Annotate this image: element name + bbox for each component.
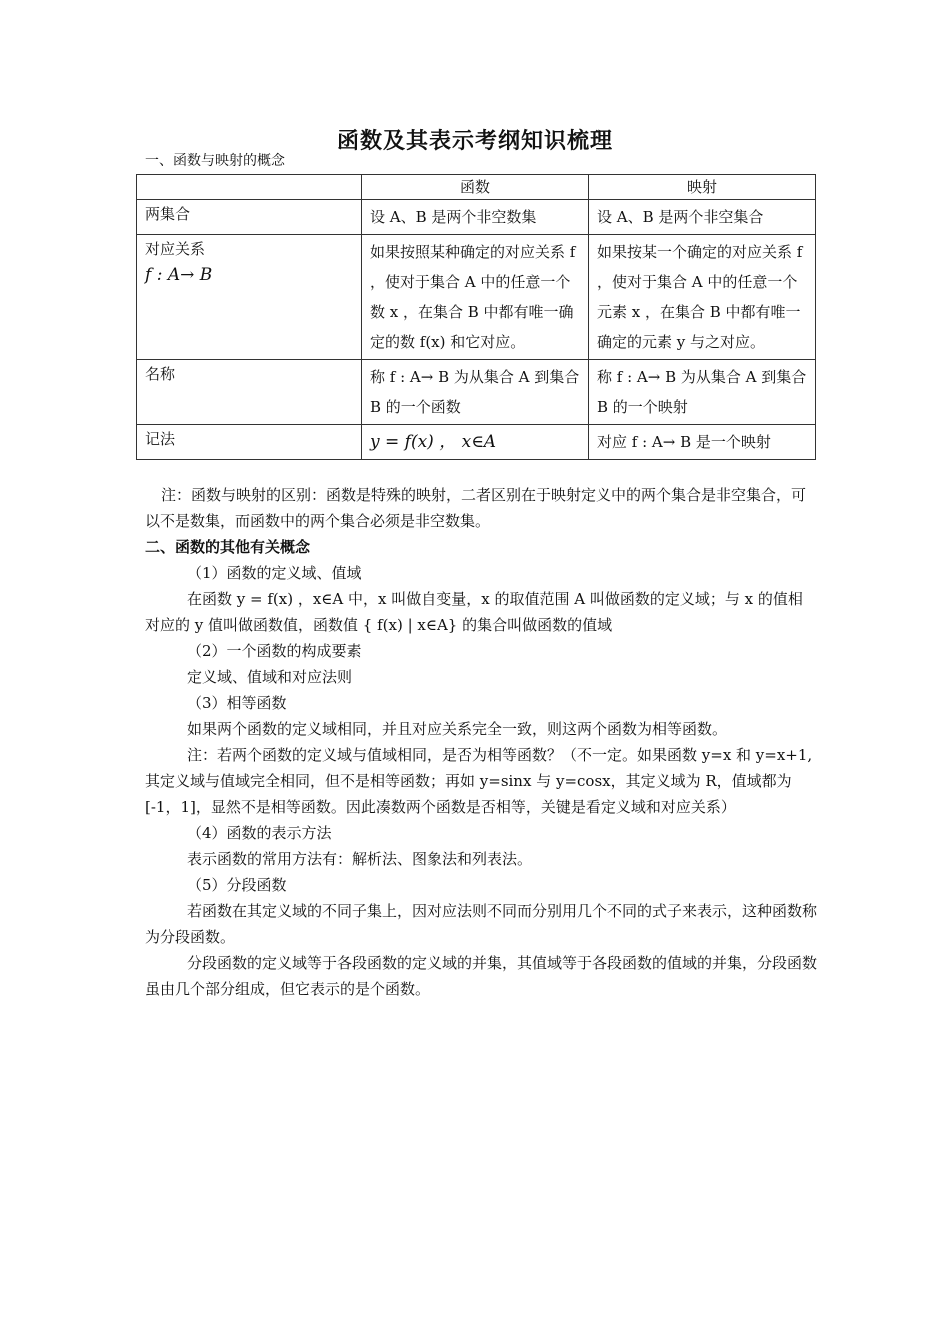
- comparison-table: [136, 174, 816, 460]
- paragraph: 分段函数的定义域等于各段函数的定义域的并集，其值域等于各段函数的值域的并集，分段函数虽由几个部分组成，但它表示的是个函数。: [145, 954, 818, 998]
- row-label-text: 名称: [145, 365, 176, 383]
- table-cell: 对应 f : A→ B 是一个映射: [589, 425, 816, 460]
- row-label: [137, 235, 362, 360]
- table-cell: 设 A、B 是两个非空数集: [362, 200, 589, 235]
- table-row: [137, 425, 816, 460]
- row-label: [137, 360, 362, 425]
- table-row: [137, 235, 816, 360]
- page-title: 函数及其表示考纲知识梳理: [336, 128, 613, 154]
- paragraph: 定义域、值域和对应法则: [187, 668, 353, 686]
- table-cell: 设 A、B 是两个非空集合: [589, 200, 816, 235]
- subsection-title: （1）函数的定义域、值域: [187, 564, 362, 582]
- table-cell: 如果按照某种确定的对应关系 f ，使对于集合 A 中的任意一个数 x ，在集合 B 中都有唯一确定的数 f(x) 和它对应。: [362, 235, 589, 360]
- row-label-text: 两集合: [145, 205, 191, 223]
- subsection-title: （4）函数的表示方法: [187, 824, 332, 842]
- paragraph: 在函数 y = f(x) ，x∈A 中，x 叫做自变量，x 的取值范围 A 叫做函数的定义域；与 x 的值相对应的 y 值叫做函数值，函数值 { f(x) | x∈A} 的集合叫做函数的值域: [145, 590, 803, 634]
- subsection-title: （3）相等函数: [187, 694, 287, 712]
- table-cell: 称 f : A→ B 为从集合 A 到集合 B 的一个映射: [589, 360, 816, 425]
- table-row: [137, 360, 816, 425]
- table-header-cell: 映射: [589, 175, 816, 200]
- table-cell: 称 f : A→ B 为从集合 A 到集合 B 的一个函数: [362, 360, 589, 425]
- subsection-title: （2）一个函数的构成要素: [187, 642, 362, 660]
- table-header-row: [137, 175, 816, 200]
- paragraph: 若函数在其定义域的不同子集上，因对应法则不同而分别用几个不同的式子来表示，这种函数称为分段函数。: [145, 902, 818, 946]
- table-header-cell: [137, 175, 362, 200]
- table-header-cell: 函数: [362, 175, 589, 200]
- note-paragraph: 注：若两个函数的定义域与值域相同，是否为相等函数？（不一定。如果函数 y=x 和 y=x+1,其定义域与值域完全相同，但不是相等函数；再如 y=sinx 与 y=cosx，其定义域为 R，值域都为[-1，1]，显然不是相等函数。因此凑数两个函数是否相等，关键是看定义域和对应关系）: [145, 746, 813, 816]
- table-cell: 如果按某一个确定的对应关系 f ，使对于集合 A 中的任意一个元素 x ，在集合 B 中都有唯一确定的元素 y 与之对应。: [589, 235, 816, 360]
- body-text: [145, 482, 817, 1002]
- notation-formula: y = f(x) ， x∈A: [370, 432, 497, 452]
- row-label: [137, 200, 362, 235]
- section-heading-1: 一、函数与映射的概念: [145, 153, 285, 169]
- table-row: [137, 200, 816, 235]
- subsection-title: （5）分段函数: [187, 876, 287, 894]
- row-label-text: 对应关系: [145, 240, 206, 258]
- row-label-formula: f : A→ B: [145, 265, 213, 285]
- row-label-text: 记法: [145, 430, 176, 448]
- note-paragraph: 注：函数与映射的区别：函数是特殊的映射，二者区别在于映射定义中的两个集合是非空集合，可以不是数集，而函数中的两个集合必须是非空数集。: [145, 486, 807, 530]
- section-heading-2: 二、函数的其他有关概念: [145, 538, 311, 556]
- paragraph: 如果两个函数的定义域相同，并且对应关系完全一致，则这两个函数为相等函数。: [187, 720, 728, 738]
- paragraph: 表示函数的常用方法有：解析法、图象法和列表法。: [187, 850, 533, 868]
- row-label: [137, 425, 362, 460]
- table-cell: [362, 425, 589, 460]
